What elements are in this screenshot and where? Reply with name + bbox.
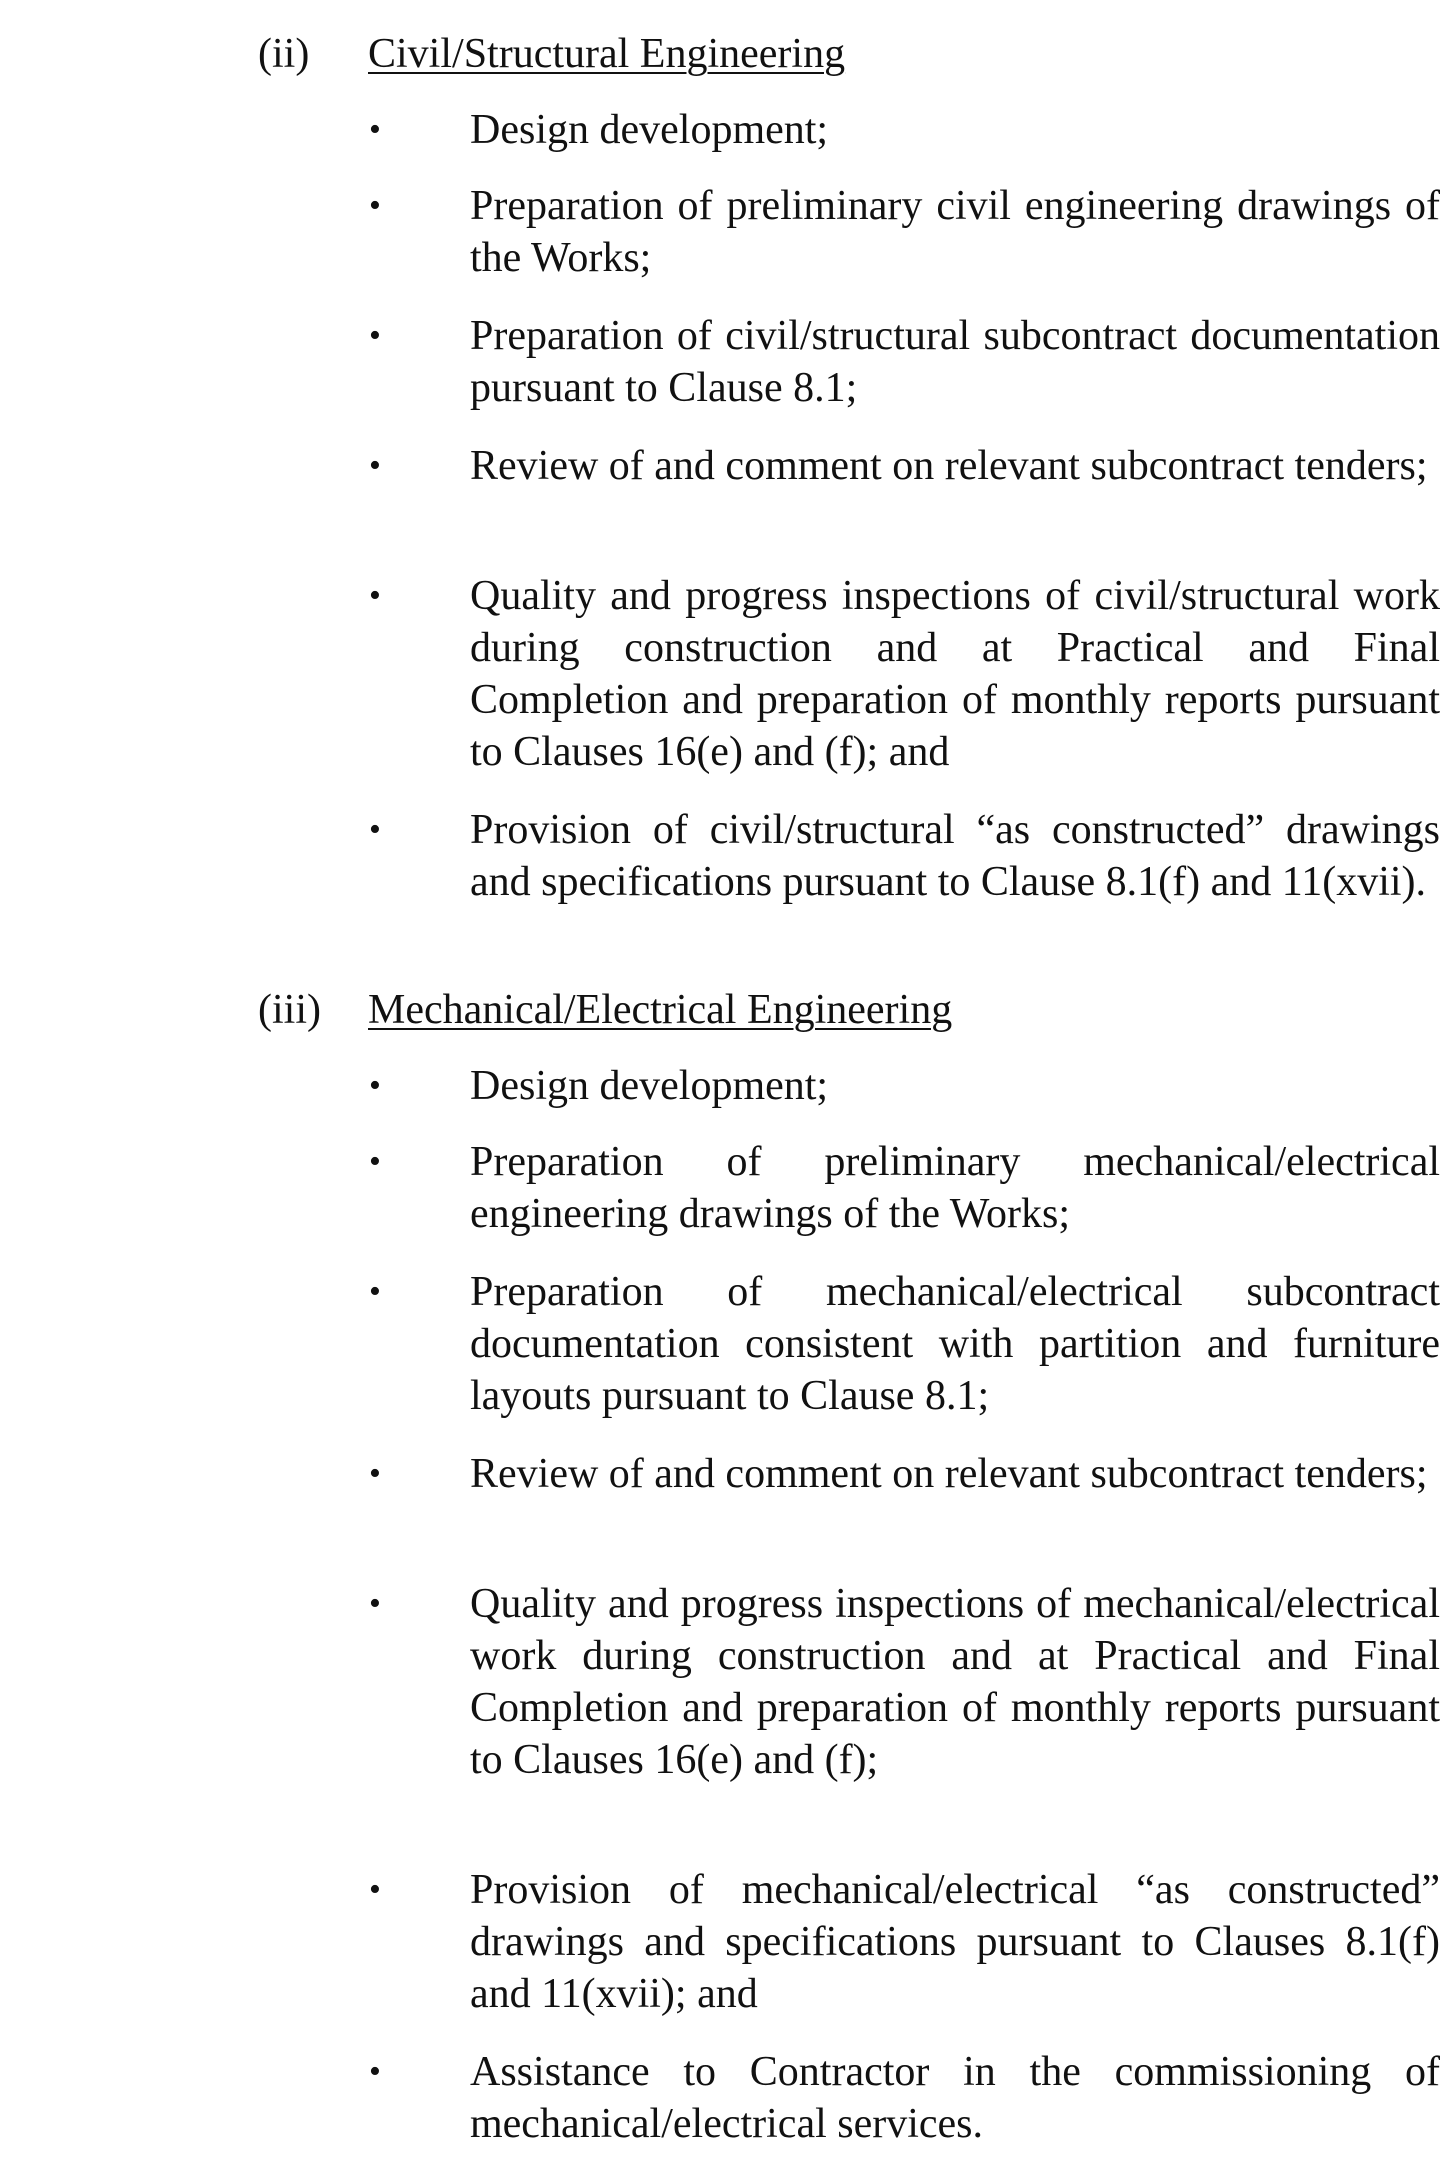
section-title: Civil/Structural Engineering bbox=[368, 31, 846, 77]
bullet-icon: • bbox=[369, 2053, 381, 2090]
list-item-text: Design development; bbox=[470, 1063, 829, 1109]
list-item-text: Design development; bbox=[470, 107, 829, 153]
list-item-text: Preparation of mechanical/electrical subcontract documentation consistent with partition and furniture layouts pursuant to Clause 8.1; bbox=[470, 1269, 1440, 1419]
bullet-icon: • bbox=[369, 187, 381, 224]
list-item-text: Quality and progress inspections of civil/structural work during construction and at Practical and Final Completion and preparation of monthly reports pursuant to Clauses 16(e) and (f); and bbox=[470, 573, 1440, 775]
section-number: (iii) bbox=[258, 987, 321, 1033]
bullet-icon: • bbox=[369, 1871, 381, 1908]
list-item-text: Provision of civil/structural “as constructed” drawings and specifications pursuant to Clause 8.1(f) and 11(xvii). bbox=[470, 807, 1440, 905]
bullet-icon: • bbox=[369, 811, 381, 848]
list-item-text: Quality and progress inspections of mechanical/electrical work during construction and at Practical and Final Completion and preparation of monthly reports pursuant to Clauses 16(e) and (f); bbox=[470, 1581, 1440, 1783]
bullet-icon: • bbox=[369, 1143, 381, 1180]
section-heading bbox=[0, 984, 1453, 1036]
bullet-icon: • bbox=[369, 1273, 381, 1310]
list-item-text: Preparation of preliminary civil engineering drawings of the Works; bbox=[470, 183, 1440, 281]
bullet-icon: • bbox=[369, 577, 381, 614]
section-title: Mechanical/Electrical Engineering bbox=[368, 987, 953, 1033]
list-item-text: Provision of mechanical/electrical “as constructed” drawings and specifications pursuant to Clauses 8.1(f) and 11(xvii); and bbox=[470, 1867, 1440, 2017]
list-item-text: Review of and comment on relevant subcontract tenders; bbox=[470, 443, 1428, 489]
section-number: (ii) bbox=[258, 31, 310, 77]
list-item-text: Assistance to Contractor in the commissioning of mechanical/electrical services. bbox=[470, 2049, 1440, 2147]
bullet-icon: • bbox=[369, 1067, 381, 1104]
bullet-icon: • bbox=[369, 447, 381, 484]
section-heading bbox=[0, 28, 1453, 80]
list-item-text: Preparation of civil/structural subcontract documentation pursuant to Clause 8.1; bbox=[470, 313, 1440, 411]
list-item-text: Review of and comment on relevant subcontract tenders; bbox=[470, 1451, 1428, 1497]
bullet-icon: • bbox=[369, 1455, 381, 1492]
list-item-text: Preparation of preliminary mechanical/electrical engineering drawings of the Works; bbox=[470, 1139, 1440, 1237]
bullet-icon: • bbox=[369, 111, 381, 148]
bullet-icon: • bbox=[369, 317, 381, 354]
bullet-icon: • bbox=[369, 1585, 381, 1622]
